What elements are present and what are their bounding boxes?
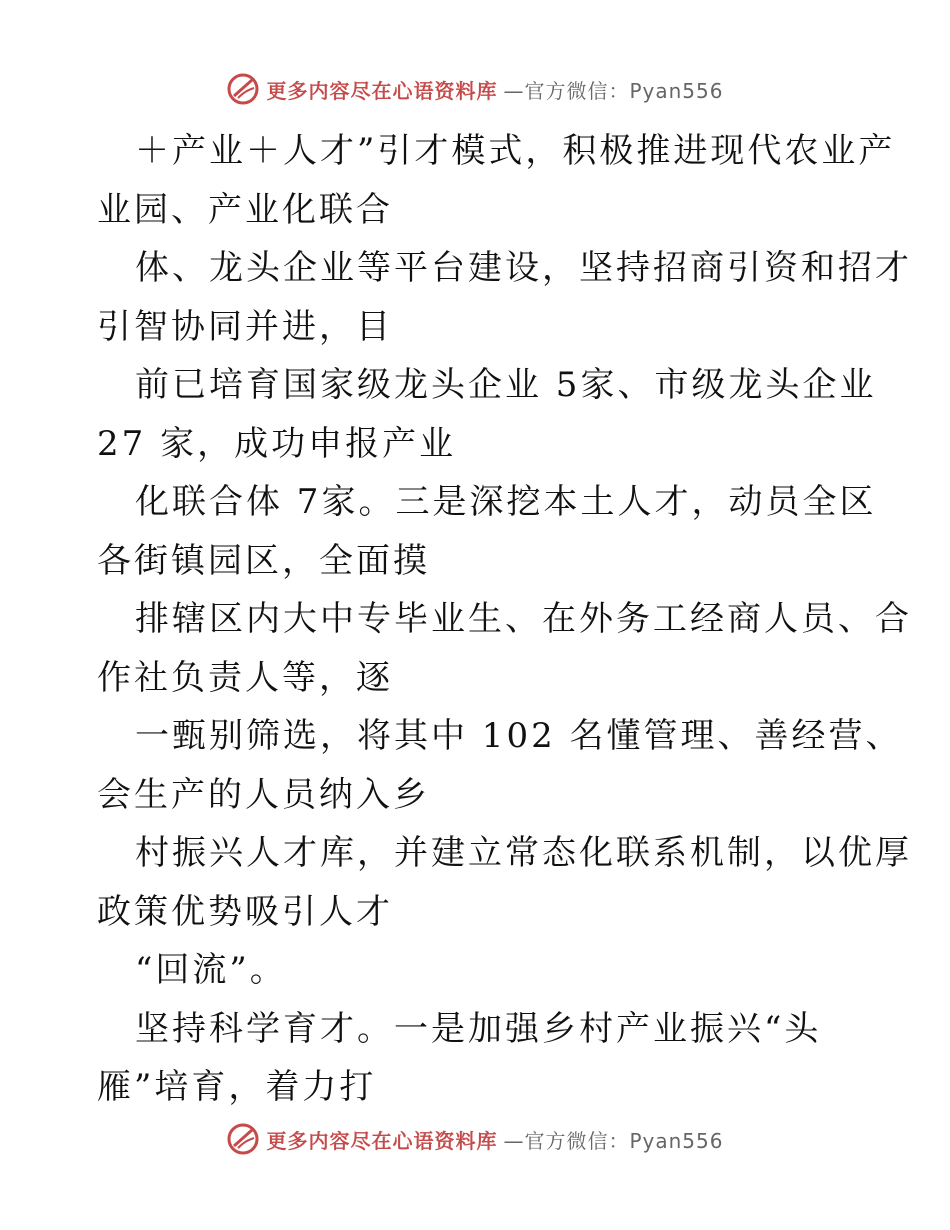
text-line: 前已培育国家级龙头企业 5家、市级龙头企业 xyxy=(135,365,877,405)
text-line: 排辖区内大中专毕业生、在外务工经商人员、合 xyxy=(135,599,912,639)
text-line: 一甄别筛选，将其中 102 名懂管理、善经营、 xyxy=(135,716,903,756)
text-line: 化联合体 7家。三是深挖本土人才，动员全区 xyxy=(135,482,877,522)
text-line: 作社负责人等，逐 xyxy=(97,657,393,698)
text-line: 会生产的人员纳入乡 xyxy=(97,774,430,815)
text-line: 政策优势吸引人才 xyxy=(97,891,393,932)
text-line: 村振兴人才库，并建立常态化联系机制，以优厚 xyxy=(135,833,912,873)
watermark-lead-text: 更多内容尽在心语资料库 xyxy=(266,1128,498,1153)
watermark-contact-text: —官方微信：Pyan556 xyxy=(503,78,724,103)
text-line: “回流”。 xyxy=(135,950,287,990)
text-line: 引智协同并进，目 xyxy=(97,306,393,347)
footer-watermark xyxy=(0,1122,950,1156)
text-line: 雁”培育，着力打 xyxy=(97,1067,377,1107)
text-line: ＋产业＋人才”引才模式，积极推进现代农业产 xyxy=(135,131,896,171)
watermark-lead-text: 更多内容尽在心语资料库 xyxy=(266,78,498,103)
text-line: 各街镇园区，全面摸 xyxy=(97,540,430,581)
text-line: 坚持科学育才。一是加强乡村产业振兴“头 xyxy=(135,1008,822,1049)
logo-icon xyxy=(226,1122,260,1156)
watermark-contact-text: —官方微信：Pyan556 xyxy=(503,1128,724,1153)
text-line: 业园、产业化联合 xyxy=(97,189,393,230)
text-line: 体、龙头企业等平台建设，坚持招商引资和招才 xyxy=(135,248,912,288)
document-body xyxy=(97,122,912,1117)
text-line: 27 家，成功申报产业 xyxy=(97,423,457,464)
logo-icon xyxy=(226,72,260,106)
header-watermark xyxy=(0,72,950,106)
